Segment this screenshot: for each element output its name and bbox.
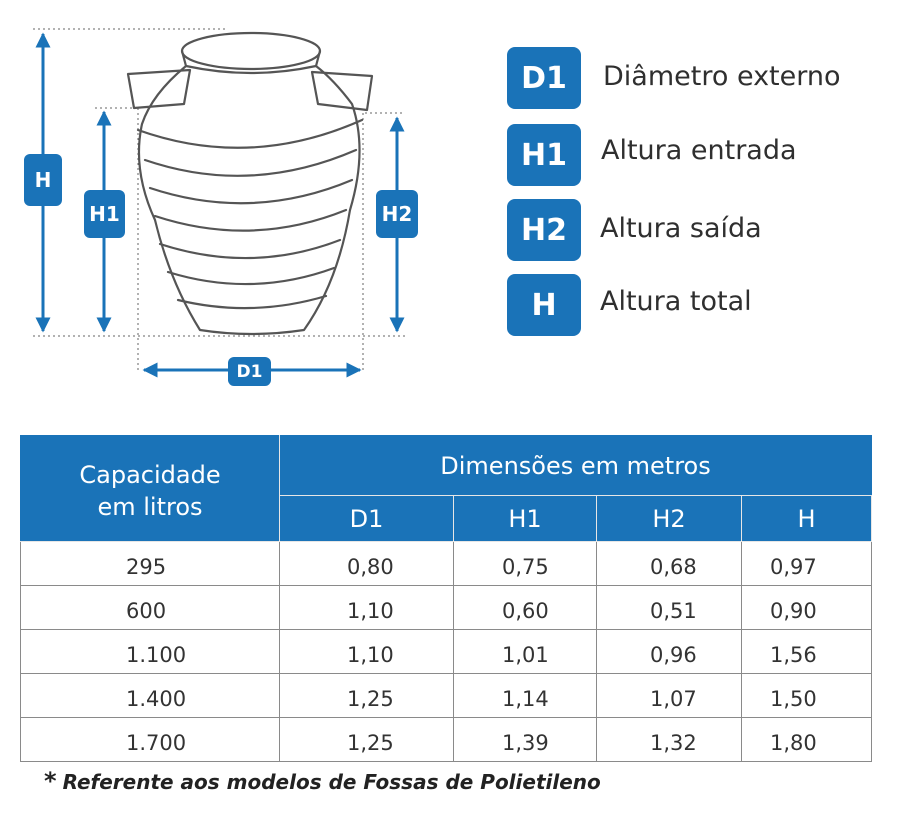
h2-badge: H2 (507, 199, 581, 261)
h-dimension-label: H (24, 154, 62, 206)
h-cell: 0,90 (742, 586, 872, 630)
col-header-h1: H1 (454, 496, 597, 542)
capacity-cell: 295 (21, 542, 280, 586)
h1-cell: 1,01 (454, 630, 597, 674)
h-cell: 1,50 (742, 674, 872, 718)
capacity-cell: 1.100 (21, 630, 280, 674)
footnote-asterisk: * (44, 767, 57, 795)
h1-cell: 0,60 (454, 586, 597, 630)
capacity-cell: 1.400 (21, 674, 280, 718)
h1-badge: H1 (507, 124, 581, 186)
d1-cell: 1,25 (280, 674, 454, 718)
footnote-text: Referente aos modelos de Fossas de Polietileno (62, 770, 601, 794)
col-header-h2: H2 (597, 496, 742, 542)
tank-outline (128, 33, 372, 334)
col-header-d1: D1 (280, 496, 454, 542)
h2-dimension-label: H2 (376, 190, 418, 238)
h1-cell: 1,14 (454, 674, 597, 718)
h2-cell: 1,07 (597, 674, 742, 718)
h2-cell: 1,32 (597, 718, 742, 762)
d1-cell: 0,80 (280, 542, 454, 586)
table-row (21, 542, 872, 586)
legend-text-h2: Altura saída (600, 213, 762, 244)
h-cell: 0,97 (742, 542, 872, 586)
capacity-cell: 600 (21, 586, 280, 630)
footnote (44, 767, 601, 795)
table-row (21, 586, 872, 630)
d1-dimension-label: D1 (228, 357, 271, 386)
tank-diagram (0, 0, 500, 400)
h2-cell: 0,51 (597, 586, 742, 630)
capacity-header-text: Capacidade em litros (79, 460, 221, 521)
legend-text-h1: Altura entrada (601, 135, 797, 166)
table-row (21, 718, 872, 762)
legend-text-h: Altura total (600, 286, 752, 317)
d1-badge: D1 (507, 47, 581, 109)
col-header-h: H (742, 496, 872, 542)
legend-text-d1: Diâmetro externo (603, 61, 841, 92)
h2-cell: 0,96 (597, 630, 742, 674)
d1-cell: 1,10 (280, 586, 454, 630)
capacity-header (21, 436, 280, 542)
table-row (21, 630, 872, 674)
h1-cell: 0,75 (454, 542, 597, 586)
dimensions-table (20, 435, 872, 762)
d1-cell: 1,25 (280, 718, 454, 762)
h1-cell: 1,39 (454, 718, 597, 762)
h1-dimension-label: H1 (84, 190, 125, 238)
dimensions-group-header: Dimensões em metros (280, 436, 872, 496)
d1-cell: 1,10 (280, 630, 454, 674)
capacity-cell: 1.700 (21, 718, 280, 762)
h-badge: H (507, 274, 581, 336)
h-cell: 1,80 (742, 718, 872, 762)
table-row (21, 674, 872, 718)
h-cell: 1,56 (742, 630, 872, 674)
h2-cell: 0,68 (597, 542, 742, 586)
